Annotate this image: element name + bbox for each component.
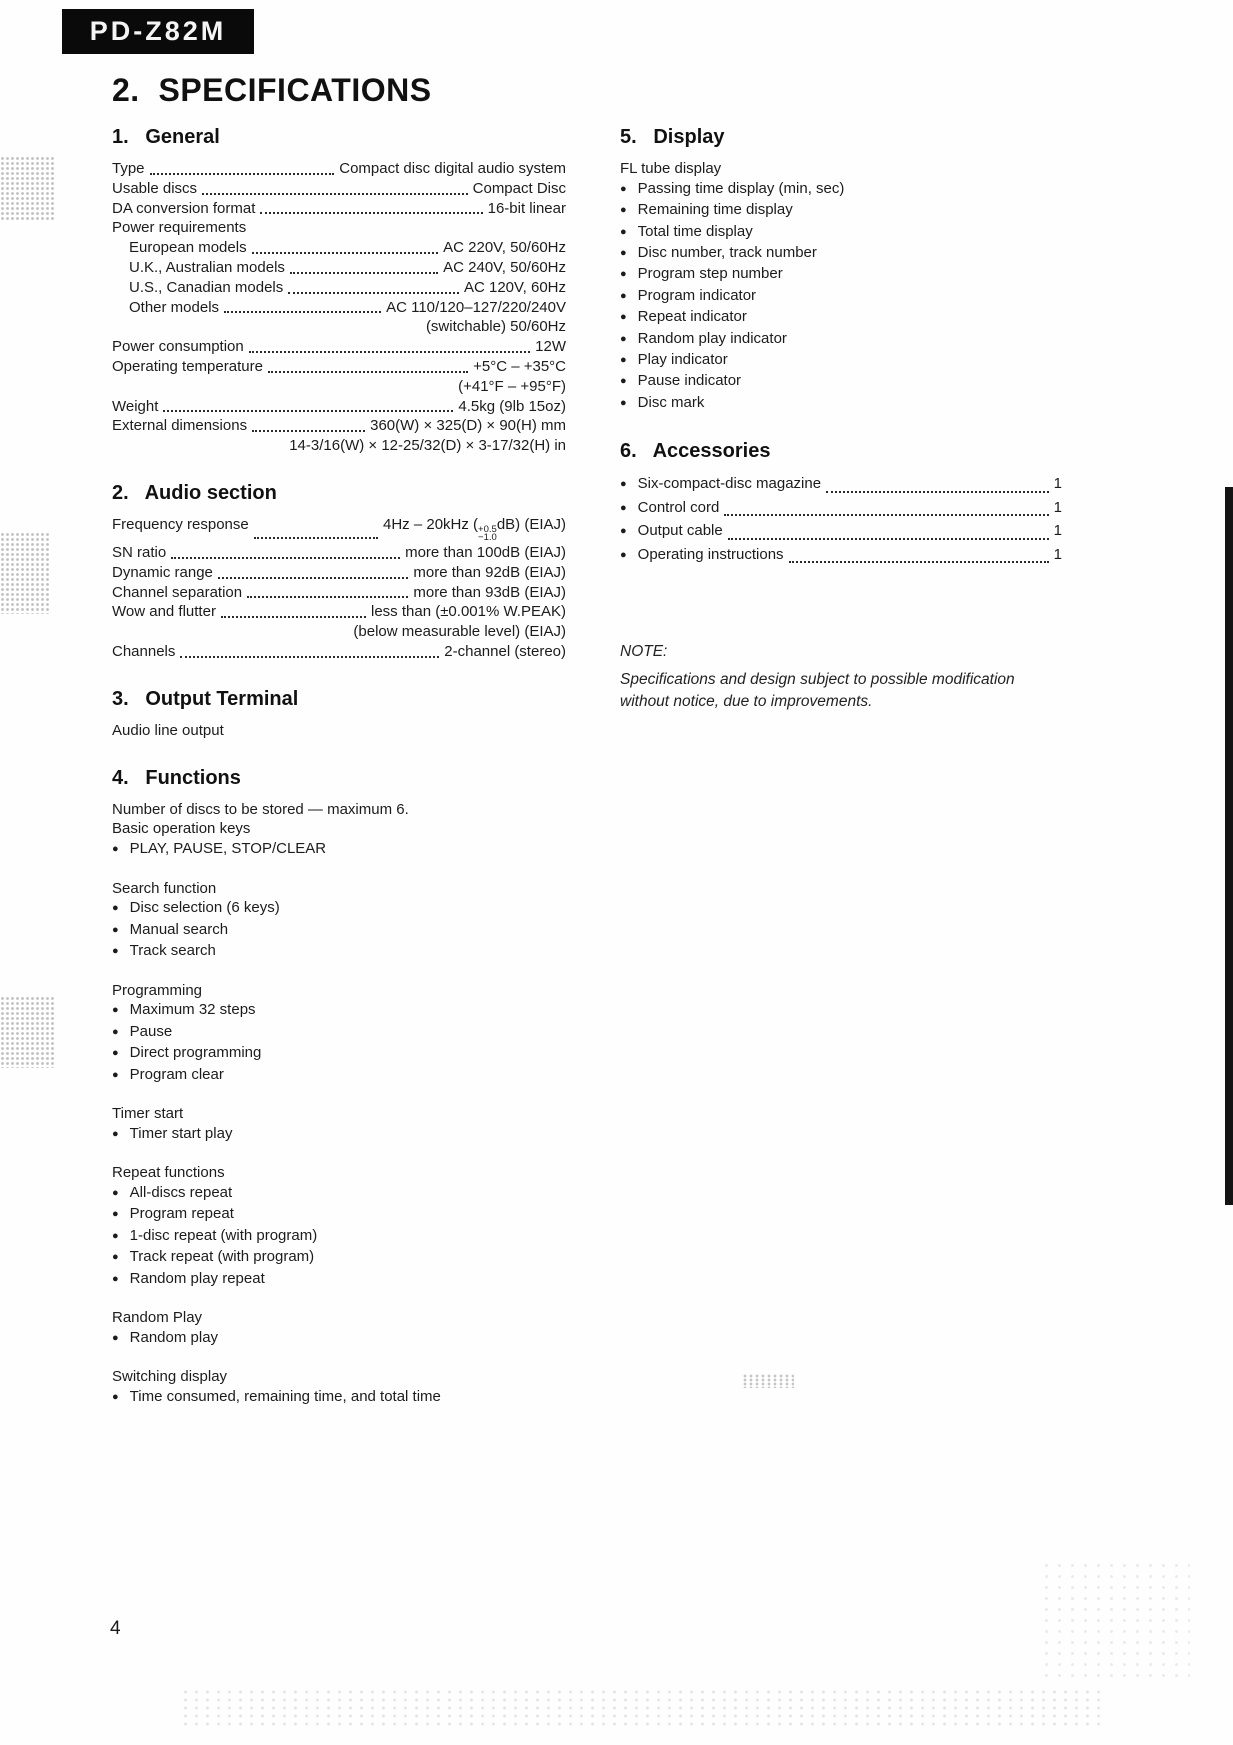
spec-value <box>383 515 566 543</box>
accessory-qty: 1 <box>1053 522 1062 540</box>
bullet-label: Random play <box>129 1328 219 1346</box>
accessory-qty: 1 <box>1053 475 1062 493</box>
function-group-random-play <box>112 1308 566 1349</box>
bullet-icon <box>620 222 638 243</box>
bullet-item <box>112 1387 566 1408</box>
bullet-label: Disc selection (6 keys) <box>129 899 280 917</box>
dotted-leader <box>150 173 335 175</box>
spec-row <box>112 159 566 179</box>
bullet-item <box>112 1269 566 1290</box>
bullet-icon <box>112 1022 130 1043</box>
spec-label: External dimensions <box>112 417 248 435</box>
bullet-item <box>620 393 1062 414</box>
bullet-item <box>112 1043 566 1064</box>
bullet-item <box>620 243 1062 264</box>
function-group-programming <box>112 981 566 1086</box>
functions-intro: Number of discs to be stored — maximum 6. <box>112 800 409 818</box>
left-column <box>112 126 566 1408</box>
scan-noise <box>1040 1560 1190 1680</box>
bullet-label: Disc mark <box>637 393 705 411</box>
bullet-icon <box>112 898 130 919</box>
dotted-leader <box>288 292 459 294</box>
spec-row <box>112 238 566 258</box>
dotted-leader <box>247 596 408 598</box>
bullet-label: Program indicator <box>637 286 757 304</box>
note-block <box>620 641 1062 713</box>
accessory-qty: 1 <box>1053 545 1062 563</box>
bullet-icon <box>620 200 638 221</box>
bullet-label: Track repeat (with program) <box>129 1248 315 1266</box>
display-intro: FL tube display <box>620 160 722 177</box>
spec-value: Compact Disc <box>472 179 566 197</box>
function-group-switching-display <box>112 1367 566 1408</box>
spec-row <box>112 179 566 199</box>
bullet-icon <box>620 497 638 521</box>
bullet-label: Passing time display (min, sec) <box>637 179 845 197</box>
dotted-leader <box>728 538 1049 540</box>
spec-row <box>112 416 566 436</box>
bullet-label: Repeat indicator <box>637 308 747 326</box>
spec-label: Weight <box>112 397 159 415</box>
section-heading-accessories: 6. Accessories <box>620 440 771 463</box>
bullet-label: Disc number, track number <box>637 244 817 262</box>
bullet-icon <box>620 473 638 497</box>
bullet-icon <box>112 920 130 941</box>
spec-value: (+41°F – +95°F) <box>458 377 566 395</box>
bullet-item <box>620 286 1062 307</box>
bullet-label: Program step number <box>637 265 783 283</box>
freq-post: dB) (EIAJ) <box>496 515 566 533</box>
bullet-icon <box>112 1043 130 1064</box>
bullet-label: Total time display <box>637 222 753 240</box>
scan-noise <box>0 996 55 1068</box>
spec-value: (below measurable level) (EIAJ) <box>353 623 566 641</box>
bullet-icon <box>112 1000 130 1021</box>
bullet-item <box>112 1247 566 1268</box>
bullet-icon <box>620 286 638 307</box>
dotted-leader <box>254 537 378 539</box>
spec-value: Compact disc digital audio system <box>339 160 566 177</box>
accessory-row <box>620 497 1062 521</box>
spec-row <box>112 337 566 357</box>
bullet-item <box>620 371 1062 392</box>
spec-row <box>112 298 566 318</box>
spec-continuation <box>112 436 566 456</box>
section-heading-general: 1. General <box>112 126 220 148</box>
bullet-icon <box>112 1269 130 1290</box>
section-heading-audio: 2. Audio section <box>112 481 277 504</box>
scan-noise <box>180 1688 1100 1730</box>
spec-value: +5°C – +35°C <box>473 357 566 375</box>
bullet-item <box>620 307 1062 328</box>
bullet-label: Timer start play <box>129 1124 233 1142</box>
bullet-icon <box>112 941 130 962</box>
spec-value: less than (±0.001% W.PEAK) <box>371 603 566 621</box>
spec-row <box>112 218 566 238</box>
spec-label: Usable discs <box>112 179 198 197</box>
spec-value: AC 110/120–127/220/240V <box>386 298 566 316</box>
spec-label: U.K., Australian models <box>129 258 285 276</box>
bullet-label: Random play indicator <box>637 329 787 347</box>
spec-value: 2-channel (stereo) <box>444 642 566 660</box>
bullet-icon <box>112 1204 130 1225</box>
bullet-label: Remaining time display <box>637 201 793 219</box>
dotted-leader <box>163 410 453 412</box>
accessory-qty: 1 <box>1053 498 1062 516</box>
bullet-icon <box>620 179 638 200</box>
spec-row <box>112 199 566 219</box>
bullet-item <box>620 264 1062 285</box>
bullet-item <box>620 350 1062 371</box>
bullet-label: Pause <box>129 1022 173 1040</box>
spec-label: Channel separation <box>112 583 243 601</box>
scan-noise <box>742 1374 794 1388</box>
bullet-icon <box>620 544 638 568</box>
bullet-icon <box>112 1387 130 1408</box>
bullet-icon <box>620 520 638 544</box>
spec-row <box>112 278 566 298</box>
spec-continuation <box>112 622 566 642</box>
dotted-leader <box>218 577 409 579</box>
bullet-label: Program repeat <box>129 1205 234 1223</box>
spec-label: Type <box>112 160 145 177</box>
note-heading: NOTE: <box>620 643 668 661</box>
bullet-item <box>112 1328 566 1349</box>
bullet-item <box>112 941 566 962</box>
bullet-item <box>112 1183 566 1204</box>
spec-label: European models <box>129 239 247 257</box>
spec-row <box>112 583 566 603</box>
page-title: 2. SPECIFICATIONS <box>112 72 432 108</box>
model-badge: PD-Z82M <box>62 9 254 54</box>
bullet-icon <box>620 329 638 350</box>
bullet-icon <box>620 350 638 371</box>
spec-row <box>112 543 566 563</box>
dotted-leader <box>252 430 365 432</box>
bullet-item <box>112 1124 566 1145</box>
spec-value: 14-3/16(W) × 12-25/32(D) × 3-17/32(H) in <box>289 437 566 455</box>
accessory-row <box>620 544 1062 568</box>
bullet-icon <box>112 1226 130 1247</box>
spec-label: Wow and flutter <box>112 603 216 621</box>
spec-label: Frequency response <box>112 515 249 533</box>
bullet-item <box>112 1204 566 1225</box>
bullet-label: Program clear <box>129 1065 224 1083</box>
spec-continuation <box>112 377 566 397</box>
dotted-leader <box>724 514 1048 516</box>
group-title: Repeat functions <box>112 1164 225 1182</box>
bullet-icon <box>112 1065 130 1086</box>
bullet-icon <box>112 1328 130 1349</box>
bullet-item <box>112 839 566 860</box>
accessory-row <box>620 473 1062 497</box>
dotted-leader <box>290 272 438 274</box>
bullet-icon <box>620 393 638 414</box>
bullet-label: Pause indicator <box>637 372 742 390</box>
spec-label: Operating temperature <box>112 357 263 375</box>
spec-label: SN ratio <box>112 543 167 561</box>
function-group-basic-operation <box>112 819 566 860</box>
bullet-item <box>112 898 566 919</box>
bullet-item <box>620 222 1062 243</box>
group-title: Basic operation keys <box>112 820 251 838</box>
note-body: Specifications and design subject to possible modification without notice, due to improvements. <box>620 671 1015 711</box>
bullet-icon <box>620 307 638 328</box>
dotted-leader <box>180 656 439 658</box>
scan-noise <box>0 532 50 614</box>
dotted-leader <box>221 616 366 618</box>
bullet-icon <box>112 1183 130 1204</box>
group-title: Random Play <box>112 1309 203 1326</box>
bullet-label: All-discs repeat <box>129 1183 233 1201</box>
dotted-leader <box>202 193 468 195</box>
tolerance-upper: +0.5 <box>478 523 497 535</box>
spec-value: more than 92dB (EIAJ) <box>413 563 566 581</box>
spec-row <box>112 602 566 622</box>
output-terminal-body: Audio line output <box>112 721 224 739</box>
page-number: 4 <box>110 1618 121 1639</box>
accessory-label: Operating instructions <box>637 545 784 563</box>
bullet-icon <box>112 1124 130 1145</box>
spec-value: AC 240V, 50/60Hz <box>443 258 566 276</box>
bullet-item <box>620 329 1062 350</box>
dotted-leader <box>171 557 400 559</box>
spec-row <box>112 357 566 377</box>
bullet-icon <box>112 1247 130 1268</box>
bullet-item <box>112 1065 566 1086</box>
group-title: Switching display <box>112 1368 228 1386</box>
bullet-item <box>112 1226 566 1247</box>
accessory-label: Six-compact-disc magazine <box>637 475 822 493</box>
spec-label: U.S., Canadian models <box>129 278 284 296</box>
freq-pre: 4Hz – 20kHz ( <box>383 515 479 533</box>
bullet-icon <box>112 839 130 860</box>
bullet-label: Track search <box>129 942 216 960</box>
group-title: Programming <box>112 981 203 999</box>
bullet-item <box>112 920 566 941</box>
spec-row <box>112 397 566 417</box>
spec-row <box>112 642 566 662</box>
spec-label: Power consumption <box>112 338 244 356</box>
spec-continuation <box>112 317 566 337</box>
bullet-label: Manual search <box>129 920 229 938</box>
dotted-leader <box>826 491 1049 493</box>
bullet-item <box>112 1022 566 1043</box>
accessory-label: Output cable <box>637 522 723 540</box>
section-heading-functions: 4. Functions <box>112 766 241 789</box>
bullet-label: 1-disc repeat (with program) <box>129 1226 318 1244</box>
scan-noise <box>0 156 55 220</box>
bullet-icon <box>620 243 638 264</box>
spec-row <box>112 563 566 583</box>
bullet-item <box>112 1000 566 1021</box>
bullet-item <box>620 200 1062 221</box>
bullet-label: PLAY, PAUSE, STOP/CLEAR <box>129 840 327 858</box>
bullet-icon <box>620 371 638 392</box>
spec-label: Dynamic range <box>112 563 213 581</box>
bullet-item <box>620 179 1062 200</box>
spec-value: more than 100dB (EIAJ) <box>405 543 566 561</box>
tolerance-stack <box>478 523 497 544</box>
spec-label: Channels <box>112 642 176 660</box>
group-title: Search function <box>112 879 217 897</box>
dotted-leader <box>789 561 1049 563</box>
spec-label: DA conversion format <box>112 199 256 217</box>
section-heading-output-terminal: 3. Output Terminal <box>112 687 299 710</box>
accessory-label: Control cord <box>637 498 720 516</box>
dotted-leader <box>249 351 530 353</box>
spec-value: AC 120V, 60Hz <box>463 278 566 296</box>
dotted-leader <box>268 371 468 373</box>
dotted-leader <box>224 311 381 313</box>
accessory-row <box>620 520 1062 544</box>
spec-value: 4.5kg (9lb 15oz) <box>458 397 566 415</box>
bullet-label: Direct programming <box>129 1044 262 1062</box>
spec-label: Power requirements <box>112 219 247 237</box>
bullet-label: Random play repeat <box>129 1269 265 1287</box>
function-group-timer-start <box>112 1104 566 1145</box>
group-title: Timer start <box>112 1104 184 1122</box>
spec-value: more than 93dB (EIAJ) <box>413 583 566 601</box>
spec-value: AC 220V, 50/60Hz <box>443 239 566 257</box>
scan-edge-artifact <box>1225 487 1233 1205</box>
bullet-label: Play indicator <box>637 351 728 369</box>
spec-value: 12W <box>535 338 566 356</box>
bullet-icon <box>620 264 638 285</box>
tolerance-lower: −1.0 <box>478 532 497 544</box>
dotted-leader <box>260 212 482 214</box>
right-column <box>620 126 1062 713</box>
bullet-label: Time consumed, remaining time, and total time <box>129 1388 441 1405</box>
section-heading-display: 5. Display <box>620 126 725 148</box>
dotted-leader <box>252 252 439 254</box>
spec-value: 360(W) × 325(D) × 90(H) mm <box>370 417 566 435</box>
spec-row-frequency-response <box>112 515 566 543</box>
function-group-repeat <box>112 1163 566 1290</box>
function-group-search <box>112 879 566 963</box>
spec-label: Other models <box>129 298 220 316</box>
spec-row <box>112 258 566 278</box>
spec-value: 16-bit linear <box>487 199 566 217</box>
bullet-label: Maximum 32 steps <box>129 1001 256 1019</box>
spec-value: (switchable) 50/60Hz <box>425 318 566 336</box>
